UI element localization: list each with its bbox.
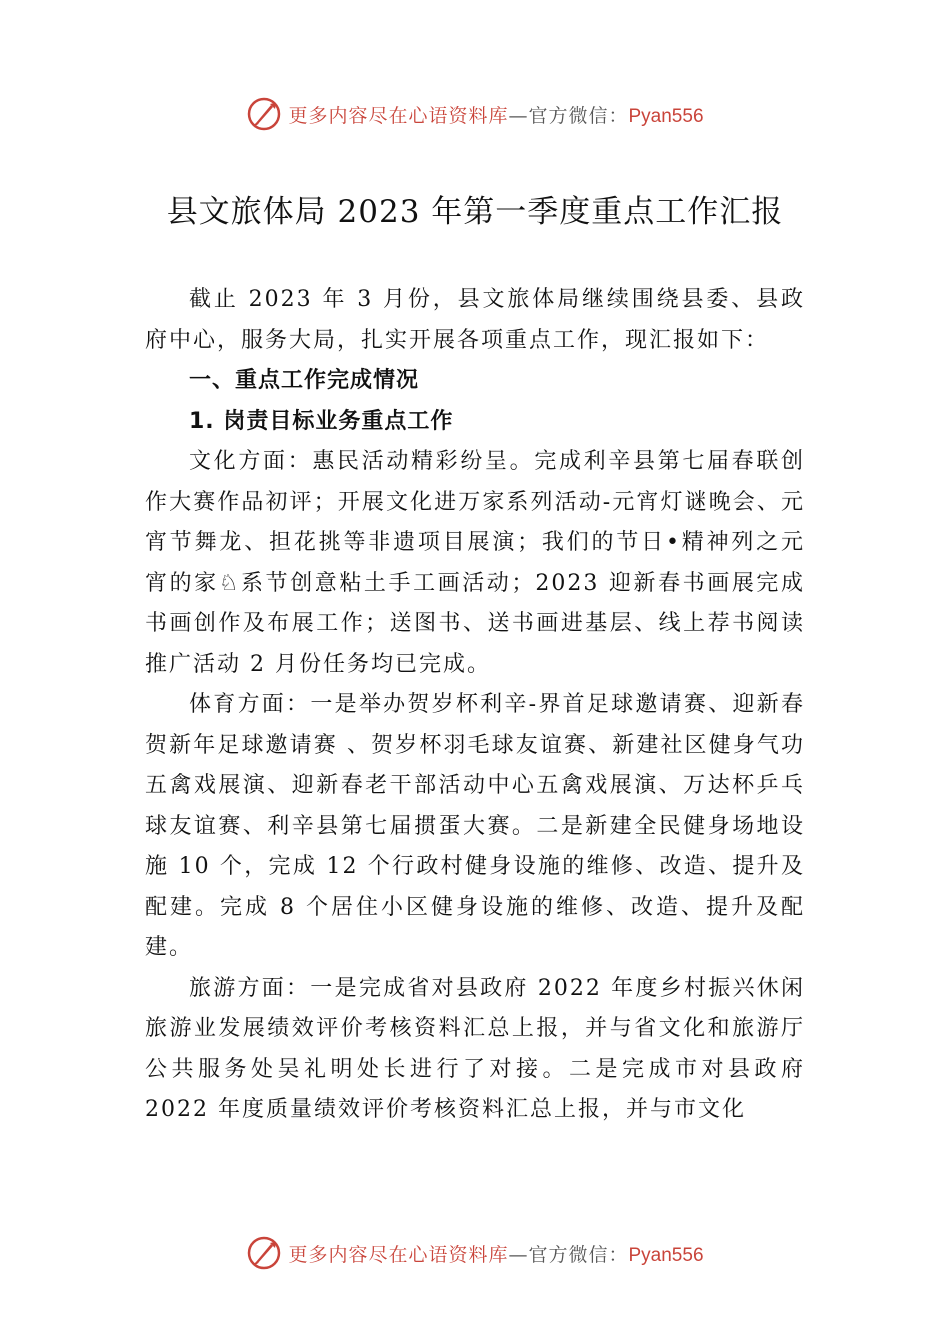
watermark-text: 更多内容尽在心语资料库—官方微信：Pyan556: [288, 104, 704, 127]
quill-logo-icon: [246, 1235, 282, 1271]
watermark-footer: [0, 1233, 950, 1273]
section-heading: 一、重点工作完成情况: [189, 368, 420, 393]
sports-paragraph: 体育方面：一是举办贺岁杯利辛-界首足球邀请赛、迎新春贺新年足球邀请赛 、贺岁杯羽毛球友谊赛、新建社区健身气功五禽戏展演、迎新春老干部活动中心五禽戏展演、万达杯乒乓球友谊赛、利辛县第七届掼蛋大赛。二是新建全民健身场地设施 10 个，完成 12 个行政村健身设施的维修、改造、提升及配建。完成 8 个居住小区健身设施的维修、改造、提升及配建。: [145, 692, 805, 960]
watermark-text: 更多内容尽在心语资料库—官方微信：Pyan556: [288, 1243, 704, 1266]
intro-paragraph: 截止 2023 年 3 月份，县文旅体局继续围绕县委、县政府中心，服务大局，扎实开展各项重点工作，现汇报如下：: [145, 287, 805, 353]
document-body: [145, 280, 805, 1131]
document-title: 县文旅体局 2023 年第一季度重点工作汇报: [166, 194, 784, 230]
tourism-paragraph: 旅游方面：一是完成省对县政府 2022 年度乡村振兴休闲旅游业发展绩效评价考核资料汇总上报，并与省文化和旅游厅公共服务处吴礼明处长进行了对接。二是完成市对县政府 2022 年度质量绩效评价考核资料汇总上报，并与市文化: [145, 975, 805, 1122]
culture-paragraph: 文化方面：惠民活动精彩纷呈。完成利辛县第七届春联创作大赛作品初评；开展文化进万家系列活动-元宵灯谜晚会、元宵节舞龙、担花挑等非遗项目展演；我们的节日•精神列之元宵的家♘系节创意粘土手工画活动；2023 迎新春书画展完成书画创作及布展工作；送图书、送书画进基层、线上荐书阅读推广活动 2 月份任务均已完成。: [145, 449, 805, 677]
subsection-heading: 1. 岗责目标业务重点工作: [189, 408, 454, 434]
quill-logo-icon: [246, 96, 282, 132]
watermark-header: [0, 94, 950, 134]
